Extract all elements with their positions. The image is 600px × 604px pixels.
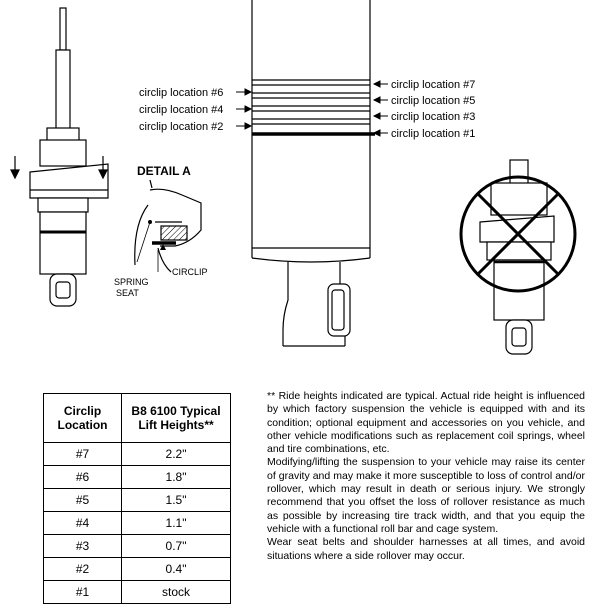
left-shock: [30, 8, 108, 306]
cell-location: #1: [44, 581, 122, 604]
table-row: [44, 466, 231, 489]
cell-location: #5: [44, 489, 122, 512]
label-location-1: circlip location #1: [391, 128, 476, 140]
ride-height-notes: [267, 390, 585, 563]
cell-lift: 1.8": [122, 466, 231, 489]
spring-seat-label-line2: SEAT: [116, 288, 139, 298]
cell-location: #4: [44, 512, 122, 535]
cell-location: #2: [44, 558, 122, 581]
cell-lift: 1.5": [122, 489, 231, 512]
left-location-labels: [139, 87, 223, 133]
lift-height-table: [43, 393, 231, 604]
cell-lift: 0.4": [122, 558, 231, 581]
cell-lift: stock: [122, 581, 231, 604]
table-row: [44, 558, 231, 581]
header-lift-heights: B8 6100 Typical Lift Heights**: [122, 394, 231, 443]
circlip-grooves: [252, 80, 375, 134]
table-row: [44, 535, 231, 558]
cell-lift: 0.7": [122, 535, 231, 558]
table-header-row: [44, 394, 231, 443]
note-rollover-warning: Modifying/lifting the suspension to your vehicle may raise its center of gravity and may make it more susceptible to loss of control and/or rollover, which may result in death or serious injury. We strongly recommend that you offset the loss of rollover resistance as much as possible by increasing tire track width, and that you equip the vehicle with a functional roll bar and cage system.: [267, 456, 585, 535]
header-circlip-location: Circlip Location: [44, 394, 122, 443]
note-ride-heights: ** Ride heights indicated are typical. Actual ride height is influenced by which factory suspension the vehicle is equipped with and its condition; optional equipment and accessories on you vehicle, and other vehicle modifications such as replacement coil springs, wheel and tire combinations, etc.: [267, 390, 585, 456]
right-location-labels: [391, 79, 475, 140]
label-location-5: circlip location #5: [391, 95, 476, 107]
table-row: [44, 489, 231, 512]
note-seat-belts: Wear seat belts and shoulder harnesses at all times, and avoid situations where a side rollover may occur.: [267, 536, 585, 562]
cell-lift: 2.2": [122, 443, 231, 466]
table-row: [44, 581, 231, 604]
left-pointer-arrows: [236, 89, 251, 129]
label-location-6: circlip location #6: [139, 87, 224, 99]
cell-location: #6: [44, 466, 122, 489]
cell-location: #3: [44, 535, 122, 558]
label-location-4: circlip location #4: [139, 104, 224, 116]
right-pointer-arrows: [374, 81, 388, 136]
main-shock-body: [252, 0, 370, 346]
cell-location: #7: [44, 443, 122, 466]
cell-lift: 1.1": [122, 512, 231, 535]
spring-seat-label: SPRING: [114, 277, 149, 287]
label-location-7: circlip location #7: [391, 79, 476, 91]
label-location-3: circlip location #3: [391, 111, 476, 123]
label-location-2: circlip location #2: [139, 121, 224, 133]
circlip-label: CIRCLIP: [172, 267, 208, 277]
detail-a-drawing: [135, 180, 201, 272]
table-row: [44, 443, 231, 466]
detail-a-title: DETAIL A: [137, 164, 191, 178]
table-row: [44, 512, 231, 535]
